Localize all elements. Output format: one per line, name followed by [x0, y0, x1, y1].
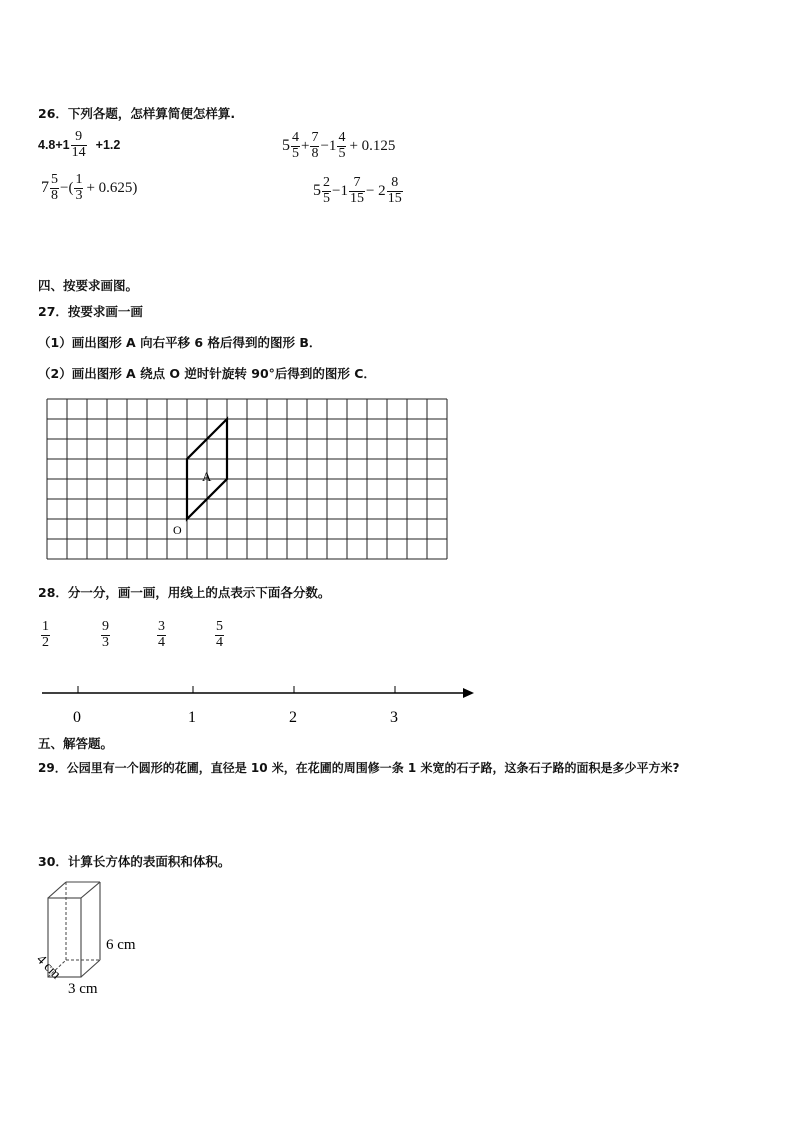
height-label: 6 cm — [106, 937, 136, 953]
q27-grid — [40, 393, 452, 565]
cuboid-top-left-edge — [48, 882, 66, 898]
q28-fraction-3: $\frac{3}{4}$ — [158, 619, 165, 650]
number-line-arrow-icon — [463, 688, 474, 698]
q28-fraction-2: $\frac{9}{3}$ — [102, 619, 109, 650]
q30-title: 30．计算长方体的表面积和体积。 — [38, 854, 231, 869]
q26-expression-2: 5 $\frac{4}{5}$ + $\frac{7}{8}$ −1 $\frac{4}{5}$ + 0.125 — [282, 130, 396, 161]
cuboid-bottom-right-edge — [81, 960, 100, 977]
expr1-part-b: +1.2 — [95, 138, 121, 153]
depth-label: 4 cm — [33, 952, 64, 983]
q27-sub1: （1）画出图形 A 向右平移 6 格后得到的图形 B． — [38, 335, 322, 350]
tick-label-2: 2 — [289, 709, 297, 726]
q28-fraction-4: $\frac{5}{4}$ — [216, 619, 223, 650]
section-5-heading: 五、解答题。 — [38, 736, 114, 751]
q26-expression-3: 7 $\frac{5}{8}$ −( $\frac{1}{3}$ + 0.625) — [41, 172, 138, 203]
q26-expression-1 — [38, 130, 120, 160]
expr1-part-a: 4.8+1 — [38, 138, 70, 153]
q26-expression-4: 5 $\frac{2}{5}$ −1 $\frac{7}{15}$ − 2 $\frac{8}{15}$ — [313, 175, 402, 206]
q28-title: 28．分一分，画一画，用线上的点表示下面各分数。 — [38, 585, 331, 600]
section-4-heading: 四、按要求画图。 — [38, 278, 139, 293]
cuboid-top-right-edge — [81, 882, 100, 898]
tick-label-0: 0 — [73, 709, 81, 726]
q28-fraction-1: $\frac{1}{2}$ — [42, 619, 49, 650]
shape-a-label: A — [202, 469, 212, 484]
point-o-label: O — [173, 523, 182, 537]
q28-number-line — [40, 680, 480, 728]
q27-sub2: （2）画出图形 A 绕点 O 逆时针旋转 90°后得到的图形 C． — [38, 366, 376, 381]
q27-title: 27．按要求画一画 — [38, 304, 143, 319]
grid-lines — [47, 399, 447, 559]
tick-label-3: 3 — [390, 709, 398, 726]
q29-title: 29．公园里有一个圆形的花圃，直径是 10 米，在花圃的周围修一条 1 米宽的石子路，这条石子路的面积是多少平方米? — [38, 761, 680, 775]
expr1-fraction: $\frac{9}{14}$ — [71, 129, 86, 160]
tick-label-1: 1 — [188, 709, 196, 726]
q30-cuboid-figure — [30, 876, 160, 1001]
q26-title: 26．下列各题，怎样算简便怎样算. — [38, 106, 236, 121]
width-label: 3 cm — [68, 981, 98, 997]
